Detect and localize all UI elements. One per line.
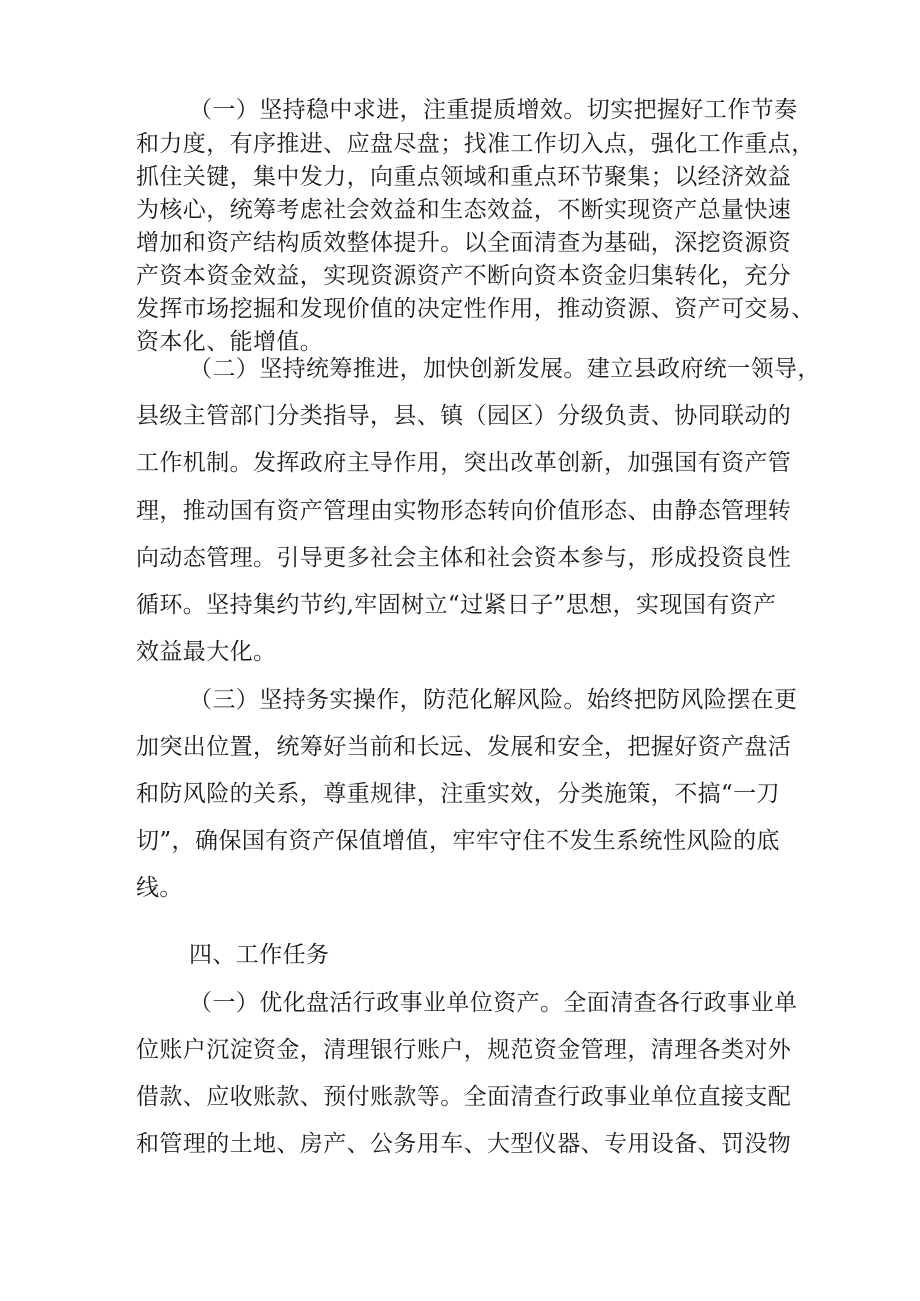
text-line: 位账户沉淀资金，清理银行账户，规范资金管理，清理各类对外	[136, 1037, 792, 1063]
text-line: 资本化、能增值。	[136, 329, 324, 355]
text-line: 线。	[136, 875, 183, 901]
text-line: （一）优化盘活行政事业单位资产。全面清查各行政事业单	[189, 990, 798, 1016]
text-line: 产资本资金效益，实现资源资产不断向资本资金归集转化，充分	[136, 263, 792, 289]
text-line: 加突出位置，统筹好当前和长远、发展和安全，把握好资产盘活	[136, 734, 792, 760]
text-line: 为核心，统筹考虑社会效益和生态效益，不断实现资产总量快速	[136, 197, 792, 223]
text-line: 切”，确保国有资产保值增值，牢牢守住不发生系统性风险的底	[136, 828, 780, 854]
text-line: 抓住关键，集中发力，向重点领域和重点环节聚集；以经济效益	[136, 164, 792, 190]
text-line: 和力度，有序推进、应盘尽盘；找准工作切入点，强化工作重点，	[136, 131, 815, 157]
text-line: 循环。坚持集约节约,牢固树立“过紧日子”思想，实现国有资产	[136, 592, 777, 618]
text-line: （一）坚持稳中求进，注重提质增效。切实把握好工作节奏	[189, 97, 798, 123]
text-line: 和管理的土地、房产、公务用车、大型仪器、专用设备、罚没物	[136, 1131, 792, 1157]
text-line: 县级主管部门分类指导，县、镇（园区）分级负责、协同联动的	[136, 403, 792, 429]
text-line: 借款、应收账款、预付账款等。全面清查行政事业单位直接支配	[136, 1084, 792, 1110]
text-line: 向动态管理。引导更多社会主体和社会资本参与，形成投资良性	[136, 545, 792, 571]
text-line: 和防风险的关系，尊重规律，注重实效，分类施策，不搞“一刀	[136, 781, 780, 807]
text-line: 效益最大化。	[136, 639, 277, 665]
text-line: 发挥市场挖掘和发现价值的决定性作用，推动资源、资产可交易、	[136, 296, 815, 322]
section-heading: 四、工作任务	[189, 942, 330, 968]
text-line: 工作机制。发挥政府主导作用，突出改革创新，加强国有资产管	[136, 450, 792, 476]
text-line: （三）坚持务实操作，防范化解风险。始终把防风险摆在更	[189, 687, 798, 713]
text-line: （二）坚持统筹推进，加快创新发展。建立县政府统一领导，	[189, 356, 821, 382]
text-line: 理，推动国有资产管理由实物形态转向价值形态、由静态管理转	[136, 498, 792, 524]
text-line: 增加和资产结构质效整体提升。以全面清查为基础，深挖资源资	[136, 230, 792, 256]
